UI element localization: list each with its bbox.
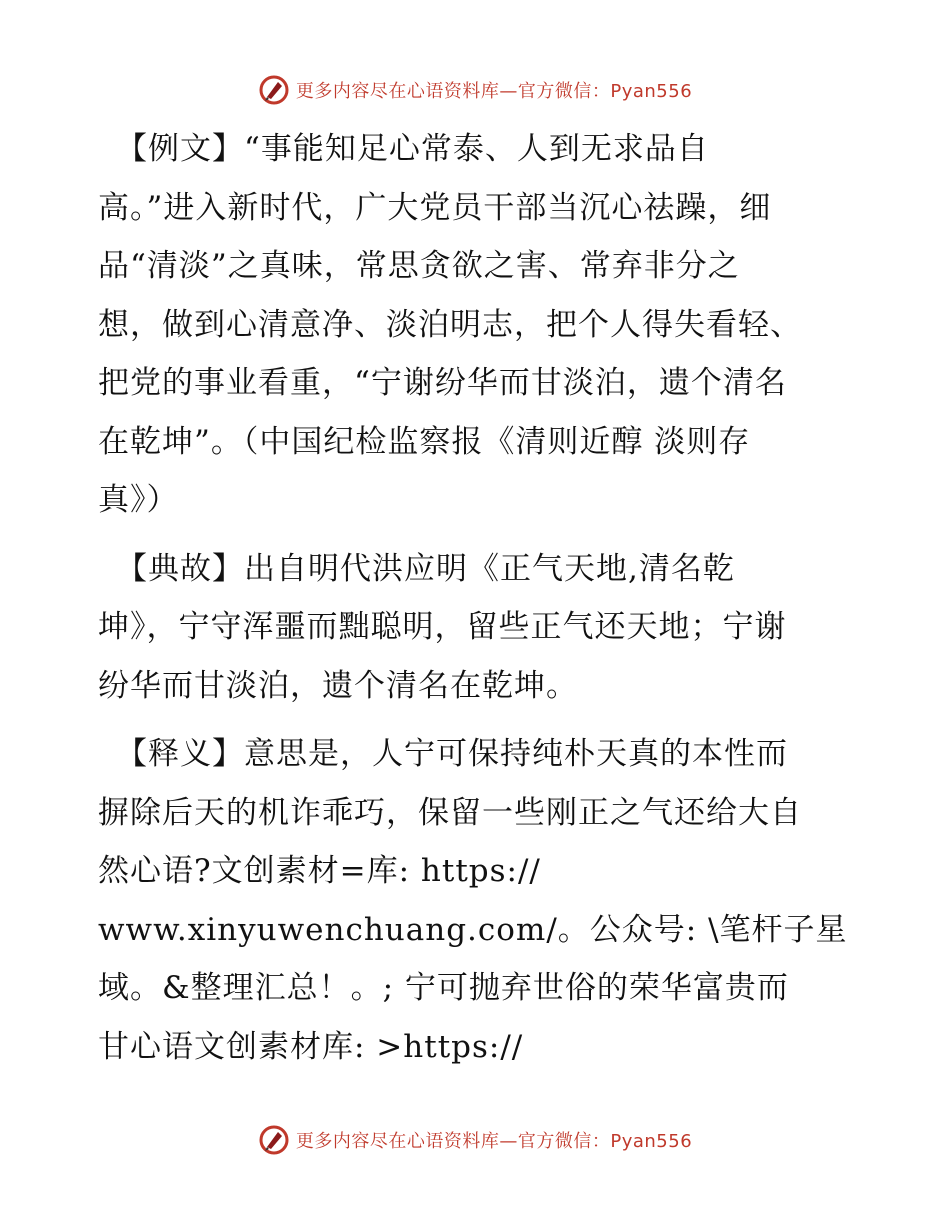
text-line: 【释义】意思是，人宁可保持纯朴天真的本性而 <box>116 736 788 772</box>
text-line: www.xinyuwenchuang.com/。公众号: \笔杆子星 <box>98 911 848 948</box>
paragraph-interpretation <box>98 725 850 1076</box>
text-line: 品“清淡”之真味，常思贪欲之害、常弃非分之 <box>98 248 740 284</box>
text-line: 纷华而甘淡泊，遗个清名在乾坤。 <box>98 667 578 704</box>
text-line: 想，做到心清意净、淡泊明志，把个人得失看轻、 <box>98 306 802 343</box>
document-body <box>98 120 850 1086</box>
paragraph-example <box>98 120 850 530</box>
text-line: 真》） <box>98 482 179 518</box>
banner-label: 更多内容尽在心语资料库—官方微信： <box>295 1131 611 1152</box>
text-line: 【典故】出自明代洪应明《正气天地,清名乾 <box>116 550 735 587</box>
text-line: 坤》，宁守浑噩而黜聪明，留些正气还天地；宁谢 <box>98 609 787 645</box>
footer-banner-text <box>296 1127 692 1153</box>
wechat-id: Pyan556 <box>610 81 693 102</box>
text-line: 在乾坤”。（中国纪检监察报《清则近醇 淡则存 <box>98 423 751 460</box>
text-line: 然心语?文创素材=库: https:// <box>98 853 541 889</box>
text-line: 【例文】“事能知足心常泰、人到无求品自 <box>116 131 709 167</box>
text-line: 域。&整理汇总！。; 宁可抛弃世俗的荣华富贵而 <box>98 970 789 1006</box>
text-line: 摒除后天的机诈乖巧，保留一些刚正之气还给大自 <box>98 794 802 831</box>
text-line: 甘心语文创素材库: >https:// <box>98 1028 524 1065</box>
text-line: 高。”进入新时代，广大党员干部当沉心祛躁，细 <box>98 189 772 226</box>
footer-banner <box>0 1120 950 1160</box>
text-line: 把党的事业看重，“宁谢纷华而甘淡泊，遗个清名 <box>98 365 787 401</box>
paragraph-allusion <box>98 540 850 716</box>
header-banner <box>0 70 950 110</box>
banner-label: 更多内容尽在心语资料库—官方微信： <box>295 81 611 102</box>
wechat-id: Pyan556 <box>610 1131 693 1152</box>
pen-nib-logo-icon <box>258 1124 290 1156</box>
pen-nib-logo-icon <box>258 74 290 106</box>
header-banner-text <box>296 77 692 103</box>
